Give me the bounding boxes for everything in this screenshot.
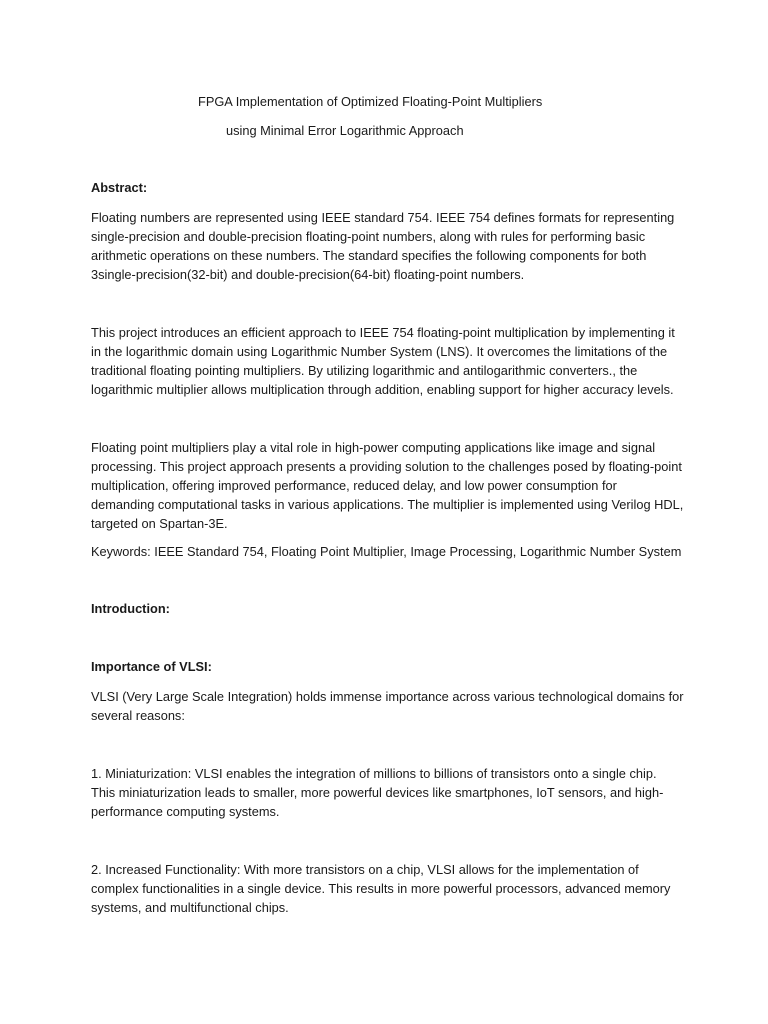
- text-line: multiplication, offering improved performance, reduced delay, and low power consumption for: [91, 478, 617, 493]
- title-line-1: FPGA Implementation of Optimized Floating-Point Multipliers: [198, 94, 543, 109]
- text-line: systems, and multifunctional chips.: [91, 900, 289, 915]
- vlsi-heading: Importance of VLSI:: [91, 659, 212, 674]
- text-line: 1. Miniaturization: VLSI enables the integration of millions to billions of transistors onto a single chip.: [91, 766, 657, 781]
- text-line: logarithmic multiplier allows multiplication through addition, enabling support for higher accuracy levels.: [91, 382, 674, 397]
- vlsi-point-1: [91, 764, 691, 821]
- title-line-2: using Minimal Error Logarithmic Approach: [226, 123, 464, 138]
- text-line: single-precision and double-precision floating-point numbers, along with rules for performing basic: [91, 229, 646, 244]
- text-line: traditional floating pointing multipliers. By utilizing logarithmic and antilogarithmic converters., the: [91, 363, 638, 378]
- text-line: processing. This project approach presents a providing solution to the challenges posed by floating-point: [91, 459, 682, 474]
- text-line: in the logarithmic domain using Logarithmic Number System (LNS). It overcomes the limitations of the: [91, 344, 668, 359]
- text-line: 3single-precision(32-bit) and double-precision(64-bit) floating-point numbers.: [91, 267, 525, 282]
- text-line: complex functionalities in a single device. This results in more powerful processors, advanced memory: [91, 881, 671, 896]
- abstract-heading: Abstract:: [91, 180, 148, 195]
- text-line: Floating numbers are represented using IEEE standard 754. IEEE 754 defines formats for representing: [91, 210, 675, 225]
- introduction-heading: Introduction:: [91, 601, 170, 616]
- text-line: performance computing systems.: [91, 804, 280, 819]
- text-line: This project introduces an efficient approach to IEEE 754 floating-point multiplication by implementing it: [91, 325, 675, 340]
- keywords-line: [91, 542, 691, 561]
- vlsi-intro-paragraph: [91, 687, 691, 725]
- text-line: Floating point multipliers play a vital role in high-power computing applications like image and signal: [91, 440, 656, 455]
- text-line: targeted on Spartan-3E.: [91, 516, 228, 531]
- text-line: arithmetic operations on these numbers. The standard specifies the following components for both: [91, 248, 647, 263]
- text-line: Keywords: IEEE Standard 754, Floating Point Multiplier, Image Processing, Logarithmic Number System: [91, 544, 682, 559]
- text-line: This miniaturization leads to smaller, more powerful devices like smartphones, IoT sensors, and high-: [91, 785, 664, 800]
- text-line: several reasons:: [91, 708, 185, 723]
- abstract-paragraph-2: [91, 323, 691, 399]
- text-line: 2. Increased Functionality: With more transistors on a chip, VLSI allows for the implementation of: [91, 862, 639, 877]
- vlsi-point-2: [91, 860, 691, 917]
- abstract-paragraph-1: [91, 208, 691, 284]
- text-line: demanding computational tasks in various applications. The multiplier is implemented using Verilog HDL,: [91, 497, 684, 512]
- abstract-paragraph-3: [91, 438, 691, 533]
- text-line: VLSI (Very Large Scale Integration) holds immense importance across various technological domains for: [91, 689, 684, 704]
